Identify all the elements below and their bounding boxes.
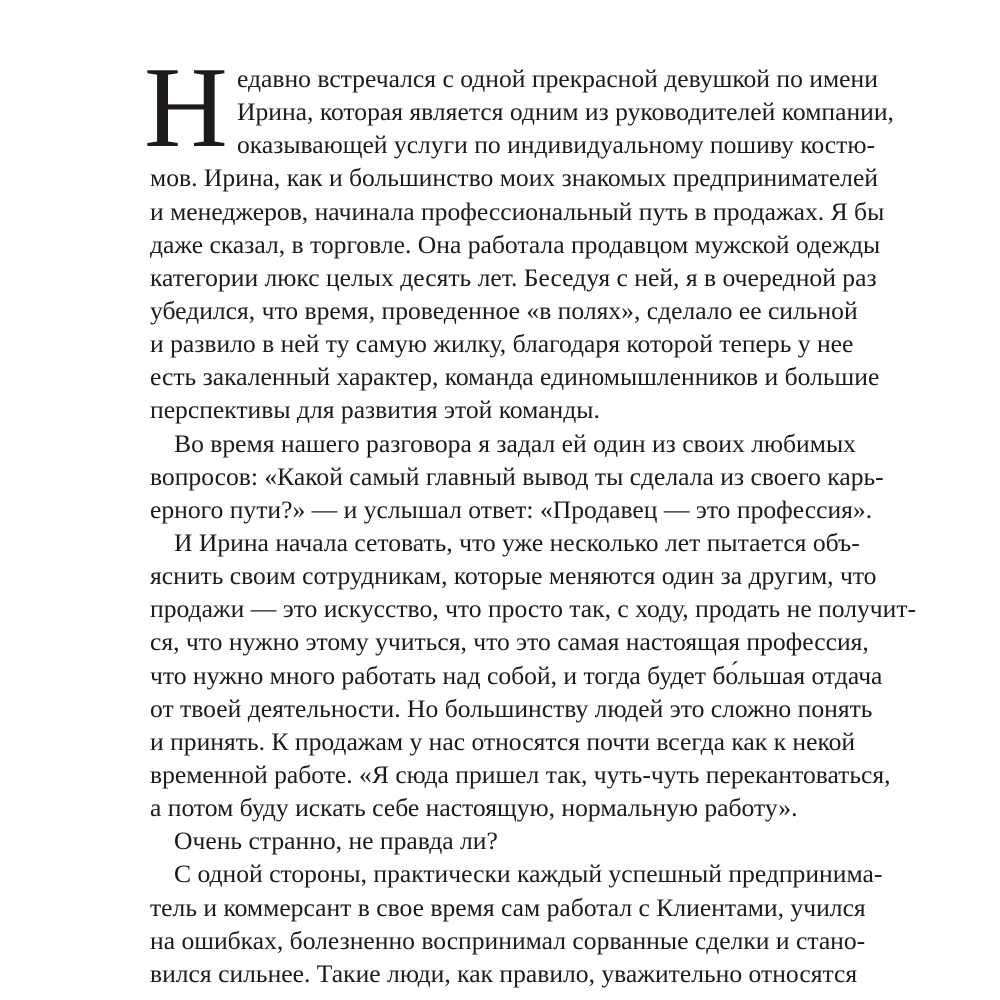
text-line: мов. Ирина, как и большинство моих знакомых предпринимателей (150, 163, 879, 193)
text-line: оказывающей услуги по индивидуальному пошиву костю- (237, 130, 875, 160)
text-line: категории люкс целых десять лет. Беседуя с ней, я в очередной раз (150, 262, 877, 292)
text-line: едавно встречался с одной прекрасной девушкой по имени (237, 64, 878, 93)
text-line: вился сильнее. Такие люди, как правило, уважительно относятся (150, 958, 858, 988)
text-line: временной работе. «Я сюда пришел так, чуть-чуть перекантоваться, (150, 759, 891, 789)
paragraph-single-line: Очень странно, не правда ли? (174, 826, 498, 856)
paragraph-start-line: С одной стороны, практически каждый успешный предпринима- (174, 859, 883, 889)
text-line: и менеджеров, начинала профессиональный путь в продажах. Я бы (150, 196, 885, 226)
text-line: на ошибках, болезненно воспринимал сорванные сделки и стано- (150, 925, 866, 955)
text-line: что нужно много работать над собой, и тогда будет бо́льшая отдача (150, 660, 883, 690)
text-line: убедился, что время, проведенное «в полях», сделало ее сильной (150, 295, 858, 325)
text-line: яснить своим сотрудникам, которые меняются один за другим, что (150, 561, 877, 591)
text-line: и принять. К продажам у нас относятся почти всегда как к некой (150, 726, 856, 756)
paragraph-start-line: И Ирина начала сетовать, что уже несколько лет пытается объ- (174, 527, 860, 557)
text-line: и развило в ней ту самую жилку, благодаря которой теперь у нее (150, 329, 854, 359)
book-page (144, 44, 917, 990)
text-line: даже сказал, в торговле. Она работала продавцом мужской одежды (150, 229, 881, 259)
text-line: тель и коммерсант в свое время сам работал с Клиентами, учился (150, 892, 866, 922)
paragraph-end-line: а потом буду искать себе настоящую, нормальную работу». (150, 793, 798, 823)
drop-cap: Н (144, 44, 228, 172)
text-line: продажи — это искусство, что просто так, с ходу, продать не получит- (150, 594, 917, 624)
text-line: от твоей деятельности. Но большинству людей это сложно понять (150, 693, 873, 723)
text-line: вопросов: «Какой самый главный вывод ты сделала из своего карь- (150, 461, 884, 491)
text-line: ся, что нужно этому учиться, что это самая настоящая профессия, (150, 627, 869, 657)
paragraph-end-line: перспективы для развития этой команды. (150, 395, 600, 425)
text-line: Ирина, которая является одним из руководителей компании, (237, 97, 894, 127)
text-line: есть закаленный характер, команда единомышленников и большие (150, 362, 880, 392)
text-line: ерного пути?» — и услышал ответ: «Продавец — это профессия». (150, 494, 873, 524)
paragraph-start-line: Во время нашего разговора я задал ей один из своих любимых (174, 428, 856, 458)
